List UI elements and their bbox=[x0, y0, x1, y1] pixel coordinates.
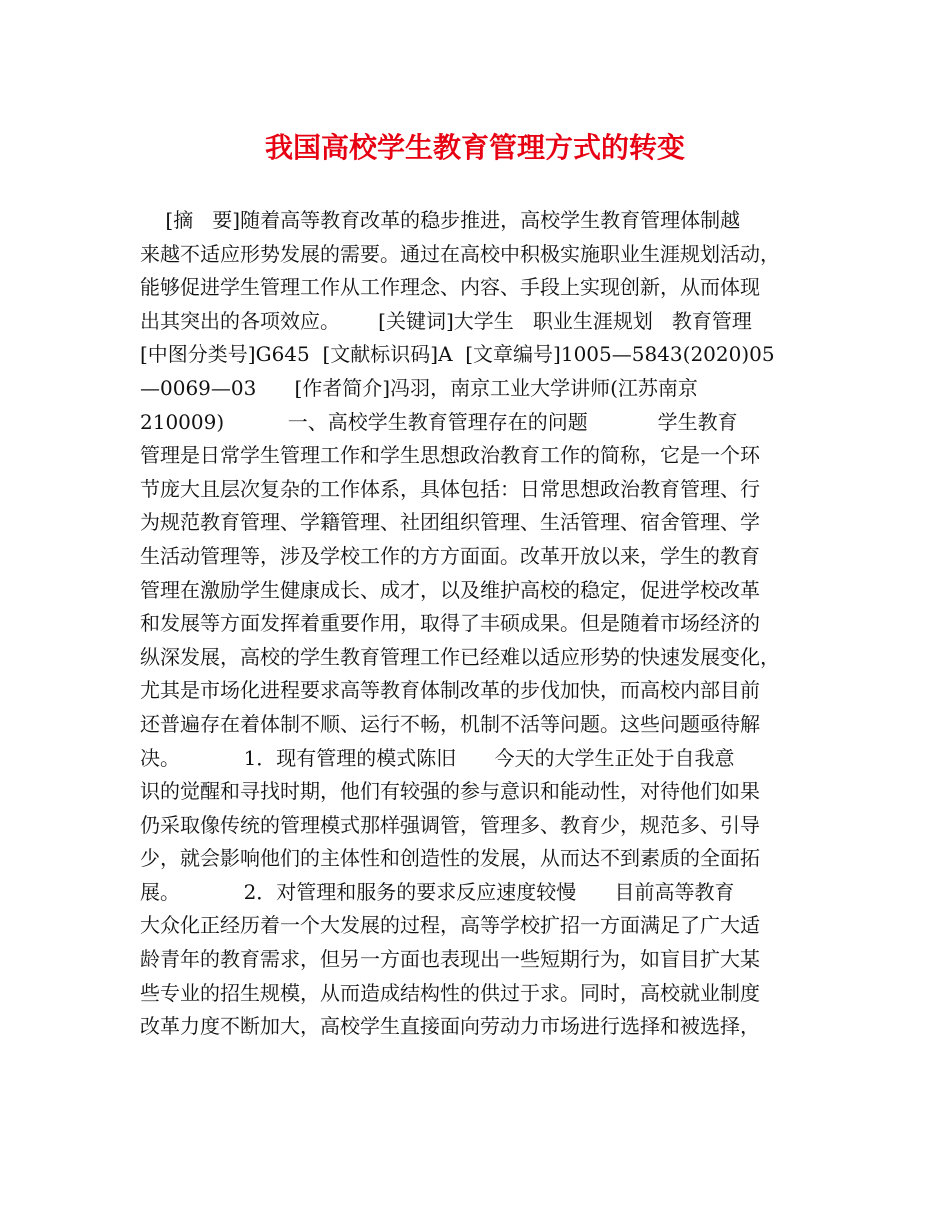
body-line: 生活动管理等，涉及学校工作的方方面面。改革开放以来，学生的教育 bbox=[140, 543, 760, 568]
body-line: 还普遍存在着体制不顺、运行不畅，机制不活等问题。这些问题亟待解 bbox=[140, 711, 760, 736]
body-line: 能够促进学生管理工作从工作理念、内容、手段上实现创新，从而体现 bbox=[140, 275, 760, 300]
body-line: —0069—03 [作者简介]冯羽，南京工业大学讲师(江苏南京 bbox=[140, 375, 698, 400]
body-line: 龄青年的教育需求，但另一方面也表现出一些短期行为，如盲目扩大某 bbox=[140, 947, 760, 972]
body-line: 为规范教育管理、学籍管理、社团组织管理、生活管理、宿舍管理、学 bbox=[140, 510, 760, 535]
body-line: 管理在激励学生健康成长、成才，以及维护高校的稳定，促进学校改革 bbox=[140, 577, 760, 602]
document-title: 我国高校学生教育管理方式的转变 bbox=[264, 131, 685, 164]
body-line: 展。 2．对管理和服务的要求反应速度较慢 目前高等教育 bbox=[140, 879, 735, 904]
body-line: 尤其是市场化进程要求高等教育体制改革的步伐加快，而高校内部目前 bbox=[140, 678, 760, 703]
body-line: 改革力度不断加大，高校学生直接面向劳动力市场进行选择和被选择， bbox=[140, 1014, 760, 1039]
body-line: 节庞大且层次复杂的工作体系，具体包括：日常思想政治教育管理、行 bbox=[140, 476, 760, 501]
document-body bbox=[140, 204, 812, 1044]
body-line: 210009) 一、高校学生教育管理存在的问题 学生教育 bbox=[140, 409, 738, 434]
body-line: 管理是日常学生管理工作和学生思想政治教育工作的简称，它是一个环 bbox=[140, 443, 760, 468]
body-line: [中图分类号]G645 [文献标识码]A [文章编号]1005—5843(2020)05 bbox=[140, 342, 775, 367]
body-line: 出其突出的各项效应。 [关键词]大学生 职业生涯规划 教育管理 bbox=[140, 308, 752, 333]
body-line: 少，就会影响他们的主体性和创造性的发展，从而达不到素质的全面拓 bbox=[140, 846, 760, 871]
body-line: 纵深发展，高校的学生教育管理工作已经难以适应形势的快速发展变化， bbox=[140, 644, 780, 669]
body-line: 些专业的招生规模，从而造成结构性的供过于求。同时，高校就业制度 bbox=[140, 980, 760, 1005]
body-line: 和发展等方面发挥着重要作用，取得了丰硕成果。但是随着市场经济的 bbox=[140, 611, 760, 636]
body-line: 仍采取像传统的管理模式那样强调管，管理多、教育少，规范多、引导 bbox=[140, 812, 760, 837]
body-line: 识的觉醒和寻找时期，他们有较强的参与意识和能动性，对待他们如果 bbox=[140, 779, 760, 804]
body-line: 决。 1．现有管理的模式陈旧 今天的大学生正处于自我意 bbox=[140, 745, 735, 770]
body-line: 来越不适应形势发展的需要。通过在高校中积极实施职业生涯规划活动， bbox=[140, 241, 780, 266]
body-line: 大众化正经历着一个大发展的过程，高等学校扩招一方面满足了广大适 bbox=[140, 913, 760, 938]
body-line: [摘 要]随着高等教育改革的稳步推进，高校学生教育管理体制越 bbox=[140, 208, 741, 232]
